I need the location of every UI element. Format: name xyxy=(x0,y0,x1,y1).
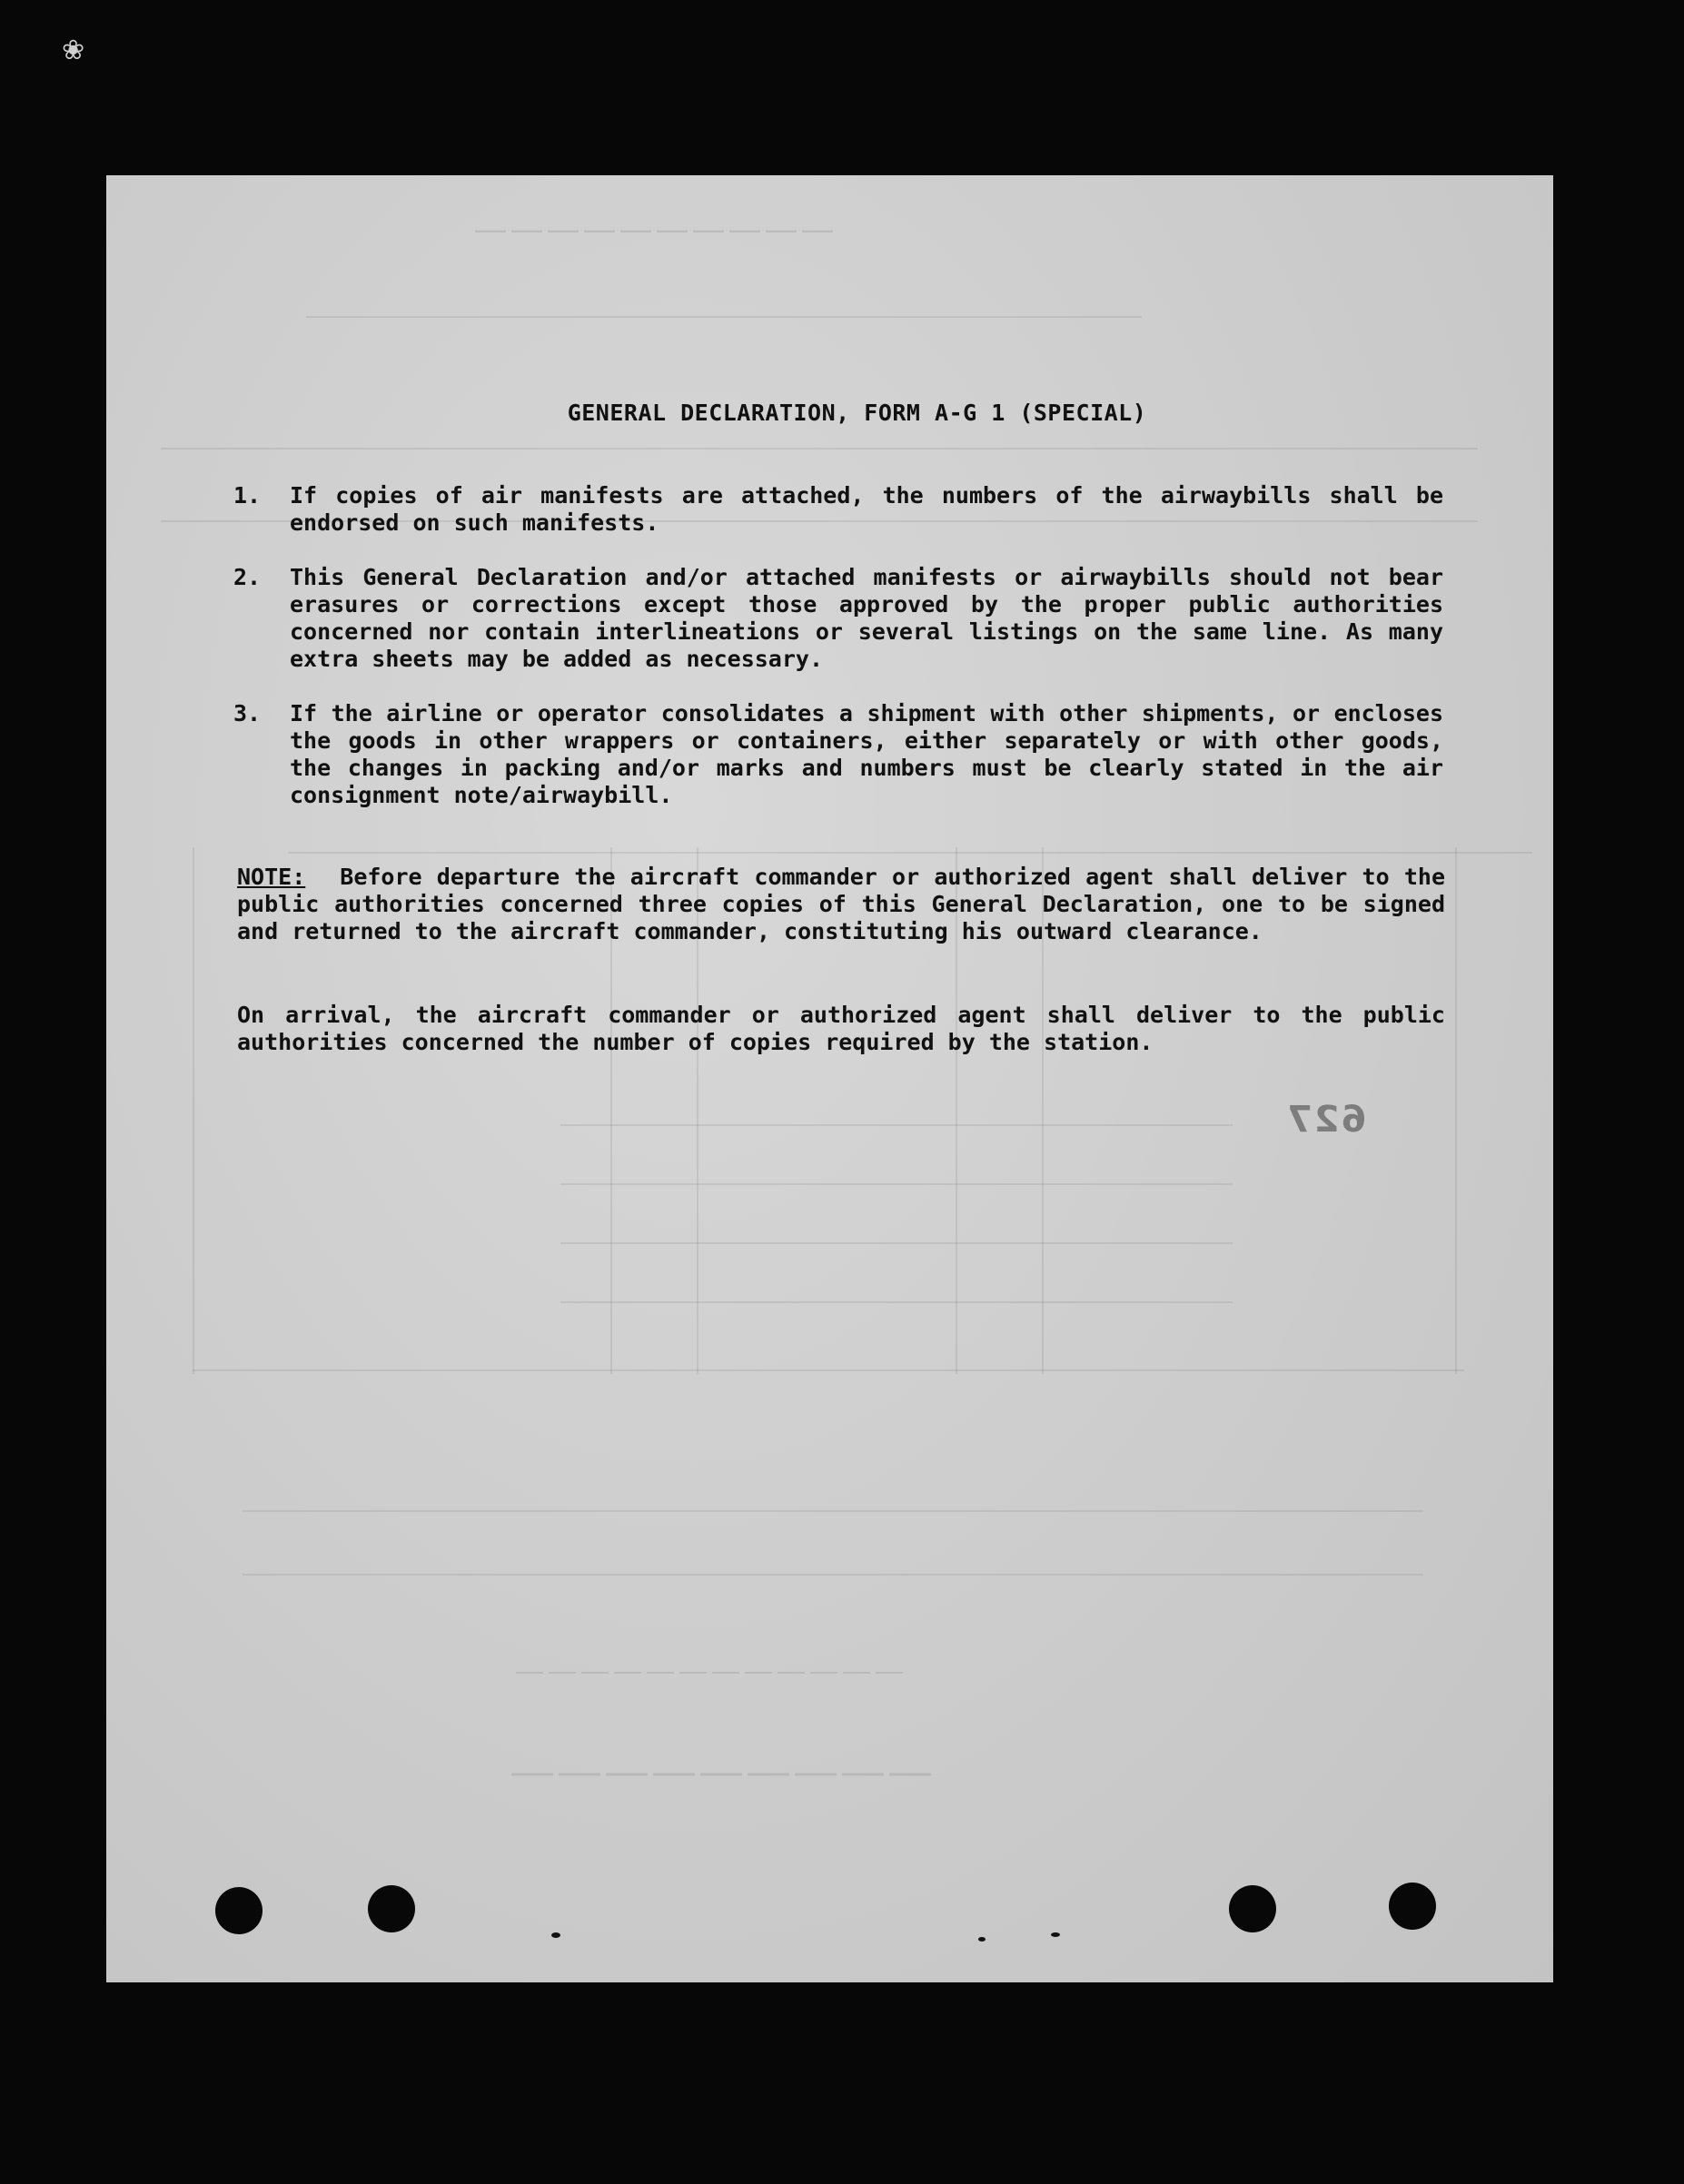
punch-hole xyxy=(1229,1885,1276,1932)
punch-hole xyxy=(215,1887,263,1934)
corner-mark-icon: ❀ xyxy=(62,35,85,66)
page-title: GENERAL DECLARATION, FORM A-G 1 (SPECIAL) xyxy=(567,400,1147,426)
item-text: If the airline or operator consolidates a shipment with other shipments, or encloses the goods in other wrappers or containers, either separately or with other goods, the changes in packing and/or marks and numbers must be clearly stated in the air consignment note/airwaybill. xyxy=(290,700,1443,808)
punch-hole xyxy=(368,1885,415,1932)
ink-speck xyxy=(551,1932,560,1938)
item-number: 1. xyxy=(233,482,262,509)
stamp-number: 627 xyxy=(1285,1099,1367,1141)
item-number: 3. xyxy=(233,700,262,726)
document-sheet xyxy=(106,175,1553,1982)
document-content xyxy=(106,175,1553,1982)
item-text: This General Declaration and/or attached manifests or airwaybills should not bear erasures or corrections except those approved by the proper public authorities concerned nor contain interlineations or several listings on the same line. As many extra sheets may be added as necessary. xyxy=(290,564,1443,672)
ink-speck xyxy=(978,1937,986,1942)
item-number: 2. xyxy=(233,564,262,590)
bleed-through-text: ―――――――――――― xyxy=(510,1655,903,1687)
item-text: If copies of air manifests are attached, the numbers of the airwaybills shall be endorsed on such manifests. xyxy=(290,482,1443,536)
note-label: NOTE: xyxy=(237,864,306,890)
punch-hole xyxy=(1389,1883,1436,1930)
bleed-through-text: ―――――――――― xyxy=(470,212,833,248)
instruction-item xyxy=(233,482,1550,537)
arrival-paragraph: On arrival, the aircraft commander or authorized agent shall deliver to the public authorities concerned the number of copies required by the station. xyxy=(237,1002,1445,1055)
bleed-through-text: ――――――――― xyxy=(506,1746,931,1795)
note-paragraph xyxy=(237,864,1445,945)
instruction-item xyxy=(233,564,1550,673)
ink-speck xyxy=(1051,1932,1060,1937)
note-text: Before departure the aircraft commander or authorized agent shall deliver to the public authorities concerned three copies of this General Declaration, one to be signed and returned to the aircraft commander, constituting his outward clearance. xyxy=(237,864,1445,944)
instruction-item xyxy=(233,700,1550,809)
